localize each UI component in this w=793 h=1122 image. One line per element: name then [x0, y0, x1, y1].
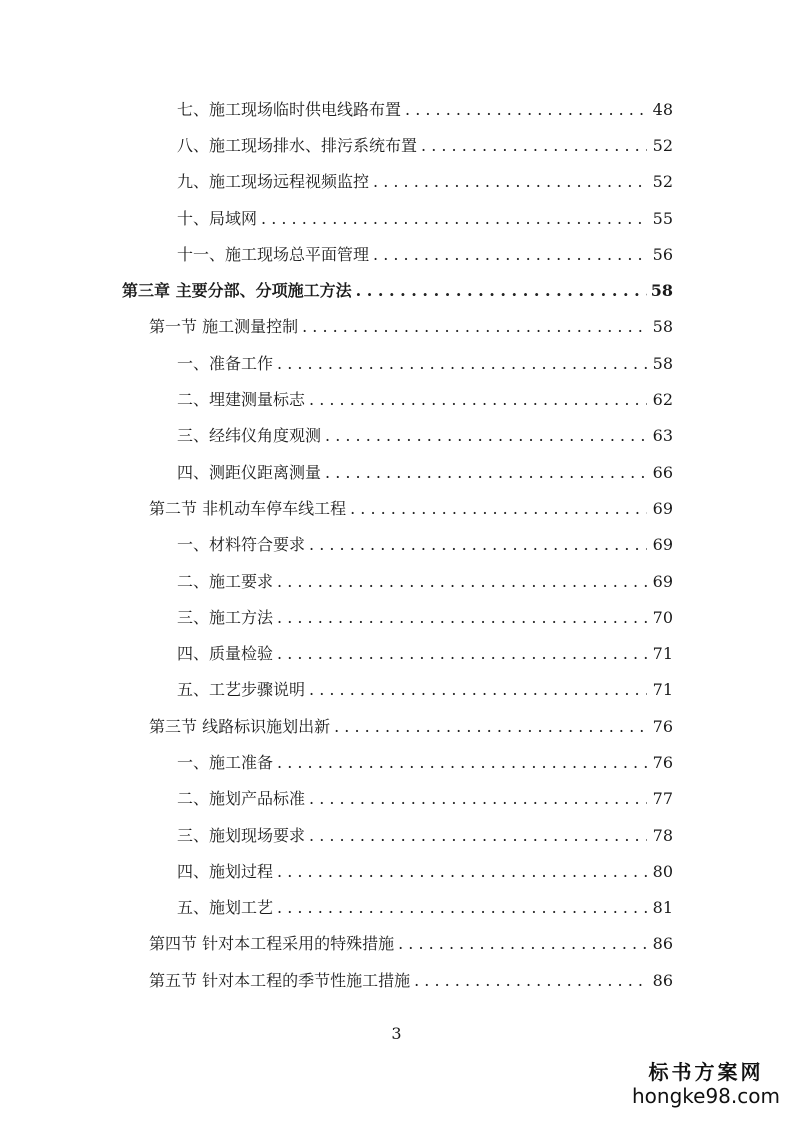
toc-entry-page: 58: [652, 317, 673, 337]
watermark-url: hongke98.com: [632, 1084, 780, 1108]
toc-leader-dots: [277, 862, 647, 881]
toc-entry-page: 55: [652, 208, 673, 228]
toc-leader-dots: [302, 317, 647, 336]
toc-entry-page: 86: [652, 934, 673, 954]
toc-leader-dots: [350, 499, 647, 518]
toc-entry-title: 一、施工准备: [177, 752, 274, 772]
toc-entry-title: 五、施划工艺: [177, 898, 274, 918]
toc-entry-title: 第一节 施工测量控制: [149, 317, 299, 337]
toc-entry-page: 86: [652, 970, 673, 990]
toc-leader-dots: [309, 789, 647, 808]
toc-entry-title: 十、局域网: [177, 208, 258, 228]
toc-entry-title: 二、施工要求: [177, 571, 274, 591]
toc-entry-page: 58: [652, 353, 673, 373]
toc-entry-title: 第四节 针对本工程采用的特殊措施: [149, 934, 395, 954]
toc-entry-page: 69: [652, 498, 673, 518]
toc-entry[interactable]: [0, 707, 793, 743]
toc-entry-page: 52: [652, 172, 673, 192]
toc-leader-dots: [261, 209, 647, 228]
toc-leader-dots: [277, 644, 647, 663]
toc-leader-dots: [309, 390, 647, 409]
toc-entry[interactable]: [0, 489, 793, 525]
toc-entry-title: 五、工艺步骤说明: [177, 680, 306, 700]
toc-entry[interactable]: [0, 453, 793, 489]
toc-entry[interactable]: [0, 852, 793, 888]
toc-entry[interactable]: [0, 634, 793, 670]
toc-entry-title: 三、施划现场要求: [177, 825, 306, 845]
toc-entry[interactable]: [0, 961, 793, 997]
toc-entry[interactable]: [0, 816, 793, 852]
toc-leader-dots: [405, 100, 647, 119]
toc-entry[interactable]: [0, 780, 793, 816]
toc-leader-dots: [309, 680, 647, 699]
toc-entry[interactable]: [0, 671, 793, 707]
toc-entry-title: 四、质量检验: [177, 644, 274, 664]
toc-entry-page: 56: [652, 244, 673, 264]
toc-entry-page: 48: [652, 99, 673, 119]
site-watermark: [631, 1060, 781, 1108]
toc-entry-page: 78: [652, 825, 673, 845]
toc-entry-page: 81: [652, 898, 673, 918]
toc-leader-dots: [414, 971, 647, 990]
toc-entry[interactable]: [0, 235, 793, 271]
toc-entry-title: 四、测距仪距离测量: [177, 462, 322, 482]
toc-entry-title: 一、材料符合要求: [177, 535, 306, 555]
toc-leader-dots: [334, 717, 647, 736]
toc-entry-title: 三、施工方法: [177, 607, 274, 627]
toc-entry-page: 52: [652, 135, 673, 155]
toc-entry-title: 八、施工现场排水、排污系统布置: [177, 135, 418, 155]
toc-leader-dots: [277, 572, 647, 591]
toc-leader-dots: [325, 426, 647, 445]
toc-entry[interactable]: [0, 163, 793, 199]
toc-entry[interactable]: [0, 271, 793, 307]
toc-leader-dots: [277, 898, 647, 917]
toc-entry-page: 77: [652, 789, 673, 809]
toc-entry-page: 76: [652, 716, 673, 736]
page-number: 3: [391, 1024, 402, 1043]
toc-entry-page: 69: [652, 535, 673, 555]
watermark-name: 标书方案网: [648, 1060, 764, 1084]
toc-leader-dots: [309, 535, 647, 554]
toc-entry-title: 第三章 主要分部、分项施工方法: [122, 281, 352, 301]
toc-entry[interactable]: [0, 308, 793, 344]
table-of-contents: [0, 90, 793, 997]
toc-entry-page: 66: [652, 462, 673, 482]
toc-leader-dots: [373, 245, 647, 264]
toc-entry-title: 一、准备工作: [177, 353, 274, 373]
toc-entry[interactable]: [0, 598, 793, 634]
toc-entry-page: 69: [652, 571, 673, 591]
toc-entry-title: 二、施划产品标准: [177, 789, 306, 809]
toc-entry[interactable]: [0, 417, 793, 453]
toc-leader-dots: [309, 826, 647, 845]
toc-entry[interactable]: [0, 380, 793, 416]
toc-leader-dots: [277, 753, 647, 772]
toc-entry[interactable]: [0, 562, 793, 598]
toc-entry-page: 80: [652, 861, 673, 881]
toc-entry[interactable]: [0, 889, 793, 925]
toc-leader-dots: [421, 136, 647, 155]
toc-entry-page: 62: [652, 390, 673, 410]
toc-entry-title: 二、埋建测量标志: [177, 390, 306, 410]
toc-entry-title: 第三节 线路标识施划出新: [149, 716, 331, 736]
toc-entry[interactable]: [0, 344, 793, 380]
toc-entry[interactable]: [0, 199, 793, 235]
toc-entry-page: 76: [652, 752, 673, 772]
toc-entry-title: 第二节 非机动车停车线工程: [149, 498, 347, 518]
toc-entry-page: 71: [652, 680, 673, 700]
toc-entry-title: 九、施工现场远程视频监控: [177, 172, 370, 192]
toc-entry[interactable]: [0, 743, 793, 779]
toc-leader-dots: [356, 281, 647, 300]
toc-leader-dots: [398, 934, 647, 953]
toc-entry[interactable]: [0, 526, 793, 562]
toc-entry-page: 58: [650, 281, 673, 301]
toc-entry[interactable]: [0, 925, 793, 961]
toc-entry-title: 三、经纬仪角度观测: [177, 426, 322, 446]
toc-entry[interactable]: [0, 126, 793, 162]
toc-entry-title: 十一、施工现场总平面管理: [177, 244, 370, 264]
toc-entry-title: 第五节 针对本工程的季节性施工措施: [149, 970, 411, 990]
toc-leader-dots: [277, 354, 647, 373]
toc-entry-title: 七、施工现场临时供电线路布置: [177, 99, 402, 119]
toc-entry[interactable]: [0, 90, 793, 126]
toc-entry-page: 71: [652, 644, 673, 664]
toc-entry-page: 70: [652, 607, 673, 627]
toc-leader-dots: [277, 608, 647, 627]
toc-entry-title: 四、施划过程: [177, 861, 274, 881]
toc-leader-dots: [325, 463, 647, 482]
toc-leader-dots: [373, 172, 647, 191]
toc-entry-page: 63: [652, 426, 673, 446]
